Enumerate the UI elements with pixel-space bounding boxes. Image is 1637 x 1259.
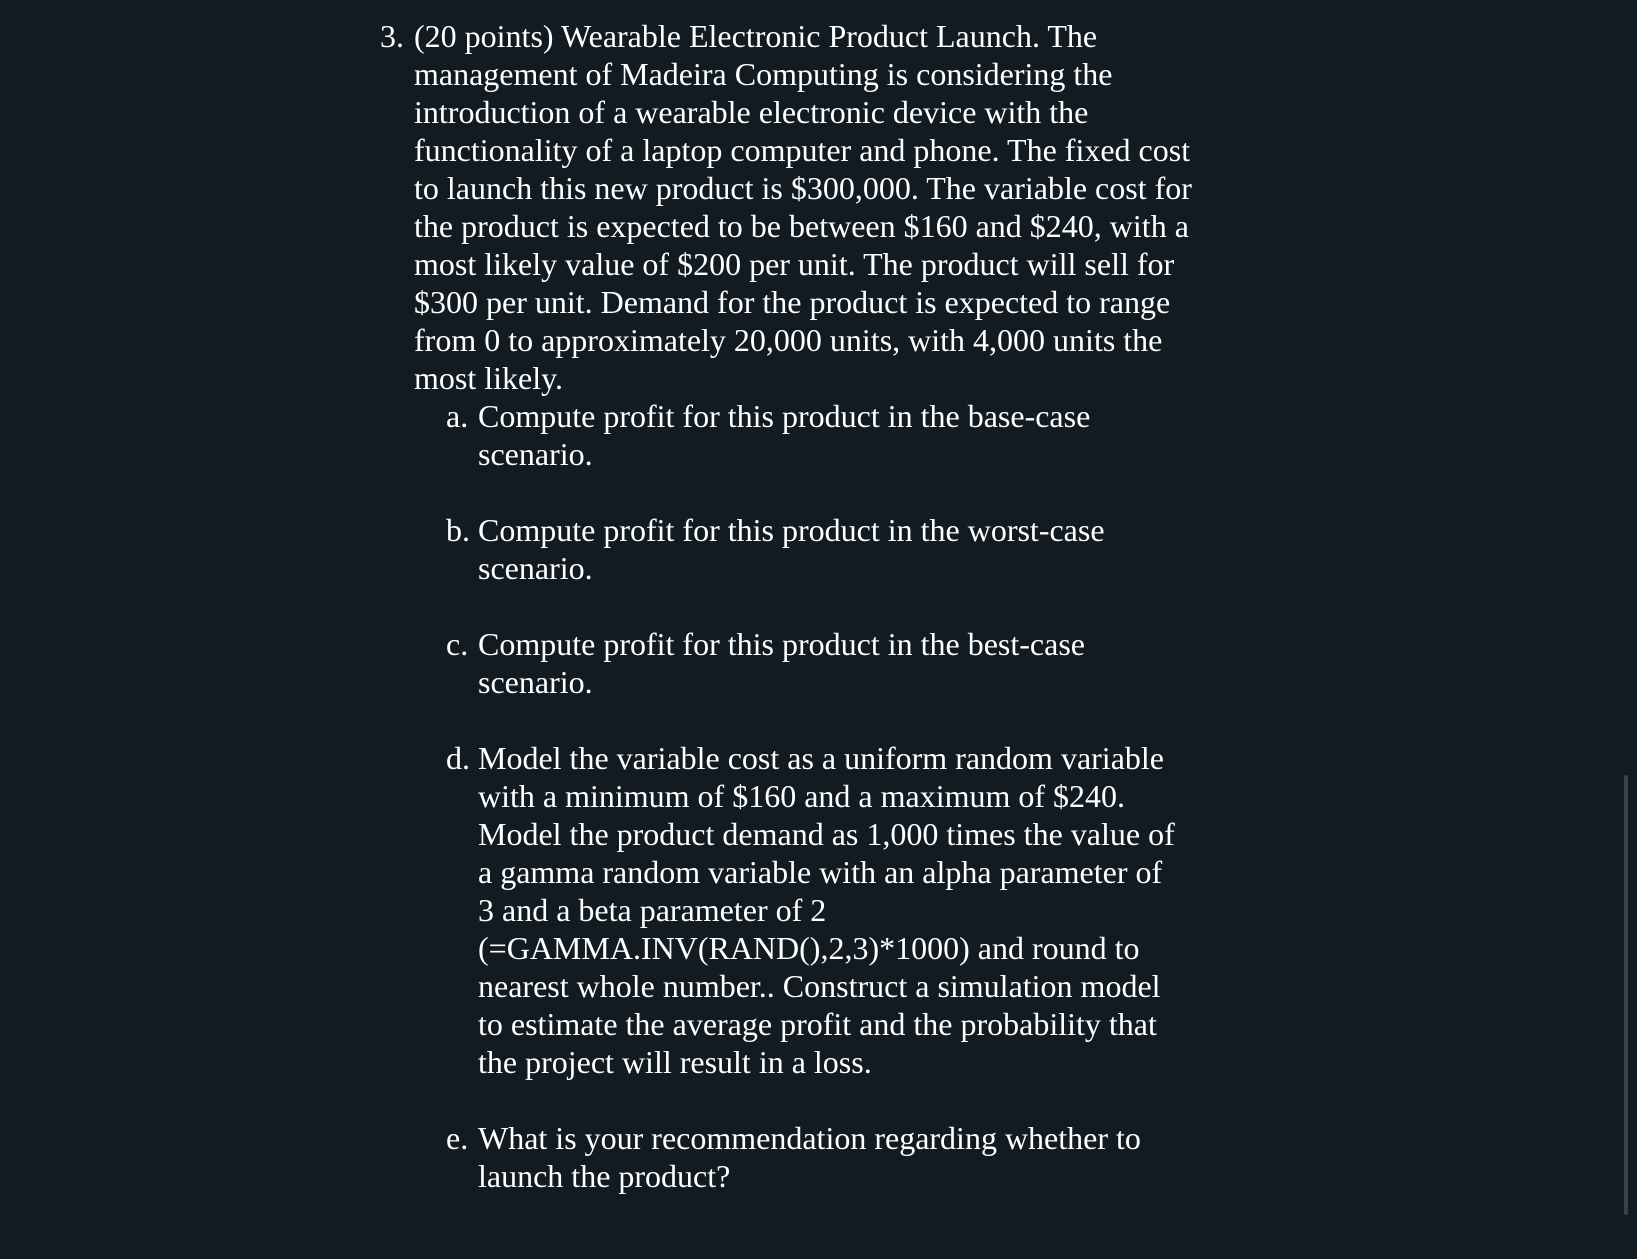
part-text: Compute profit for this product in the base-case scenario. [478, 398, 1091, 472]
part-a [446, 397, 1186, 473]
problem-parts [446, 397, 1210, 1195]
problem-3 [380, 17, 1210, 1195]
vertical-scrollbar[interactable] [1624, 775, 1628, 1215]
part-text: What is your recommendation regarding whether to launch the product? [478, 1120, 1141, 1194]
part-letter: c. [446, 626, 469, 662]
problem-stem-text: (20 points) Wearable Electronic Product Launch. The management of Madeira Computing is considering the introduction of a wearable electronic device with the functionality of a laptop computer and phone. The fixed cost to launch this new product is $300,000. The variable cost for the product is expected to be between $160 and $240, with a most likely value of $200 per unit. The product will sell for $300 per unit. Demand for the product is expected to range from 0 to approximately 20,000 units, with 4,000 units the most likely. [414, 18, 1192, 396]
part-e [446, 1119, 1186, 1195]
part-text: Compute profit for this product in the worst-case scenario. [478, 512, 1105, 586]
part-c [446, 625, 1186, 701]
part-letter: e. [446, 1120, 469, 1156]
part-text: Compute profit for this product in the best-case scenario. [478, 626, 1085, 700]
part-letter: b. [446, 512, 470, 548]
part-letter: d. [446, 740, 470, 776]
part-d [446, 739, 1186, 1081]
problem-stem [380, 17, 1210, 397]
part-text: Model the variable cost as a uniform random variable with a minimum of $160 and a maximum of $240. Model the product demand as 1,000 times the value of a gamma random variable with an alpha parameter of 3 and a beta parameter of 2 (=GAMMA.INV(RAND(),2,3)*1000) and round to nearest whole number.. Construct a simulation model to estimate the average profit and the probability that the project will result in a loss. [478, 740, 1175, 1080]
part-letter: a. [446, 398, 469, 434]
part-b [446, 511, 1186, 587]
problem-number: 3. [380, 18, 404, 54]
